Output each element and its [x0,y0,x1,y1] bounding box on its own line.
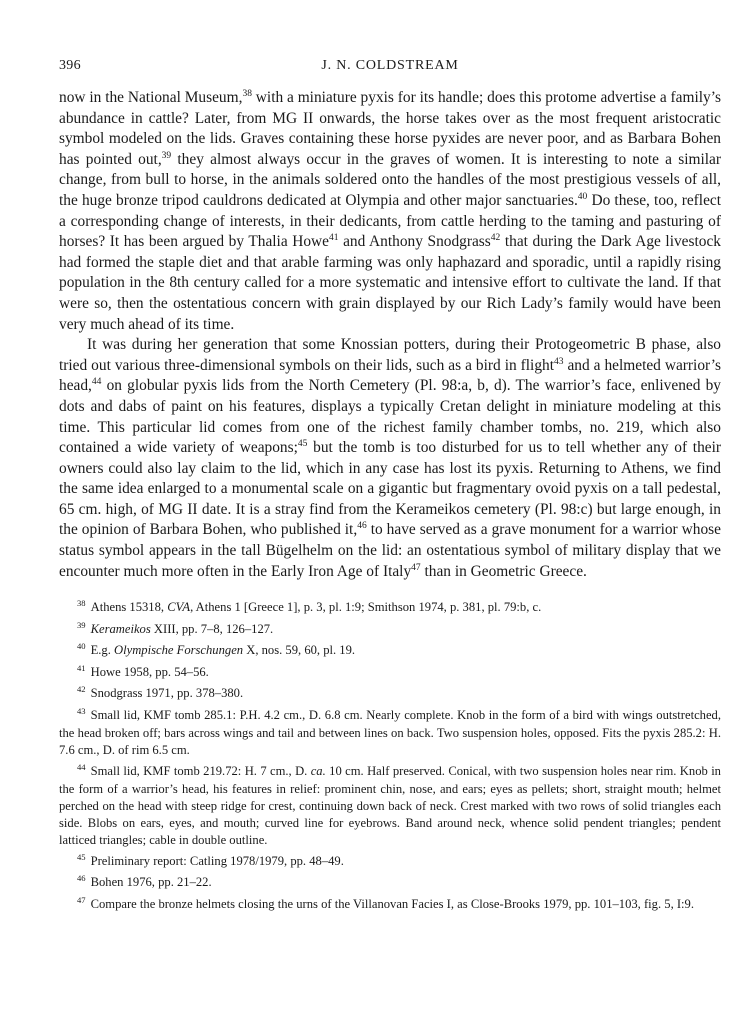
text-run: E.g. [90,643,115,658]
footnote-number: 45 [77,851,86,862]
footnote-text [91,875,212,889]
text-run: XIII, pp. 7–8, 126–127. [150,621,274,636]
footnote-text [91,600,542,614]
page [59,58,721,917]
text-run: and Anthony Snodgrass [338,233,491,251]
text-run: Howe 1958, pp. 54–56. [90,664,209,679]
paragraph [59,88,721,335]
footnote-number: 38 [77,598,86,609]
footnote-ref: 40 [577,191,588,202]
text-run: that during the Dark Age livestock had formed the staple diet and that arable farming was only haphazard and sporadic, until a rapidly rising population in the 8th century called for a more systematic and intensive effort to cultivate the land. If that were so, then the ostentatious concern with grain displayed by our Rich Lady’s family would have been very much ahead of its time. [59,233,721,333]
text-run: Athens 15318, [90,600,168,615]
footnote-ref: 46 [357,521,367,532]
footnote-text [59,705,721,758]
text-run: Compare the bronze helmets closing the urns of the Villanovan Facies I, as Close-Brooks 1979, pp. 101–103, fig. 5, I:9. [90,896,694,911]
paragraph [59,335,721,582]
footnote-ref: 45 [297,439,308,450]
footnote [59,685,721,703]
text-run: Snodgrass 1971, pp. 378–380. [90,686,244,701]
footnote-text [91,854,344,868]
running-head-author: J. N. COLDSTREAM [321,58,459,73]
footnote [59,642,721,660]
footnote [59,621,721,639]
page-number: 396 [59,58,81,73]
footnote-text [91,897,694,911]
footnotes [59,599,721,914]
footnote-ref: 44 [91,377,102,388]
footnote-number: 39 [77,619,86,630]
footnote [59,853,721,871]
footnote-text [91,622,274,636]
footnote-ref: 38 [242,89,252,99]
body-text [59,88,721,582]
footnote-ref: 43 [553,356,564,367]
text-run: than in Geometric Greece. [420,562,587,580]
footnote [59,707,721,760]
italic-text: Kerameikos [90,621,151,636]
text-run: X, nos. 59, 60, pl. 19. [243,643,356,658]
text-run: , Athens 1 [Greece 1], p. 3, pl. 1:9; Smithson 1974, p. 381, pl. 79:b, c. [190,600,542,615]
running-head [59,58,721,80]
text-run: It was during her generation that some Knossian potters, during their Protogeometric B phase, also tried out various three-dimensional symbols on their lids, such as a bird in flight [59,336,721,374]
text-run: Do these, too, reflect a corresponding change of interests, in their dedicants, from cattle herding to the taming and pasturing of horses? It has been argued by Thalia Howe [59,191,722,251]
text-run: now in the National Museum, [59,89,243,106]
footnote [59,664,721,682]
footnote-number: 42 [77,684,86,695]
footnote-number: 47 [77,894,86,905]
text-run: and a helmeted warrior’s head, [59,356,721,395]
footnote-text [59,761,721,848]
footnote-text [91,665,209,679]
text-run: Small lid, KMF tomb 285.1: P.H. 4.2 cm., D. 6.8 cm. Nearly complete. Knob in the form of a bird with wings outstretched, the head broken off; bars across wings and tail and between lines on back. Two suspension holes, opposed. Fits the pyxis 285.2: H. 7.6 cm., D. of rim 6.5 cm. [59,707,721,758]
text-run: they almost always occur in the graves of women. It is interesting to note a similar change, from bull to horse, in the animals soldered onto the handles of the most prestigious vessels of all, the huge bronze tripod cauldrons dedicated at Olympia and other major sanctuaries. [59,150,721,209]
text-run: Preliminary report: Catling 1978/1979, pp. 48–49. [90,853,344,868]
text-run: on globular pyxis lids from the North Cemetery (Pl. 98:a, b, d). The warrior’s face, enlivened by dots and dabs of paint on his features, displays a typically Cretan delight in miniature modeling at this time. This particular lid comes from one of the richest family chamber tombs, no. 219, which also contained a wide variety of weapons; [59,377,721,457]
footnote-number: 41 [77,662,86,673]
footnote-text [91,686,244,700]
text-run: but the tomb is too disturbed for us to tell whether any of their owners could also lay claim to the lid, which in any case has lost its pyxis. Returning to Athens, we find the same idea enlarged to a monumental scale on a gigantic but fragmentary ovoid pyxis on a tall pedestal, 65 cm. high, of MG II date. It is a stray find from the Kerameikos cemetery (Pl. 98:c) but large enough, in the opinion of Barbara Bohen, who published it, [59,439,721,539]
footnote [59,896,721,914]
footnote [59,874,721,892]
text-run: 10 cm. Half preserved. Conical, with two suspension holes near rim. Knob in the form of a warrior’s head, his features in relief: prominent chin, nose, and ears; eyes as pellets; short, straight mouth; helmet perched on the head with steep ridge for crest, continuing down back of neck. Crest marked with two rows of solid triangles each side. Blobs on ears, eyes, and mouth; curved line for eyebrows. Band around neck, whence solid pendent triangles; pendent latticed triangles; cable in double outline. [59,763,721,848]
text-run: to have served as a grave monument for a warrior whose status symbol appears in the tall Bügelhelm on the lid: an ostentatious symbol of military display that we encounter much more often in the Early Iron Age of Italy [59,521,721,580]
italic-text: CVA [167,600,191,615]
footnote-ref: 42 [490,233,501,244]
footnote [59,599,721,617]
footnote-number: 46 [77,873,86,884]
text-run: with a miniature pyxis for its handle; does this protome advertise a family’s abundance in cattle? Later, from MG II onwards, the horse takes over as the most frequent aristocratic symbol modeled on the lids. Graves containing these horse pyxides are never poor, and as Barbara Bohen has pointed out, [59,89,721,168]
footnote-ref: 41 [329,233,339,244]
italic-text: Olympische Forschungen [114,643,244,658]
text-run: Bohen 1976, pp. 21–22. [90,875,212,890]
footnote-text [91,643,355,657]
footnote-number: 43 [77,705,86,716]
footnote-number: 44 [77,761,86,772]
footnote [59,763,721,850]
footnote-number: 40 [77,641,86,652]
text-run: Small lid, KMF tomb 219.72: H. 7 cm., D. [90,763,311,778]
italic-text: ca. [310,763,326,778]
footnote-ref: 47 [411,562,421,573]
footnote-ref: 39 [161,150,172,161]
